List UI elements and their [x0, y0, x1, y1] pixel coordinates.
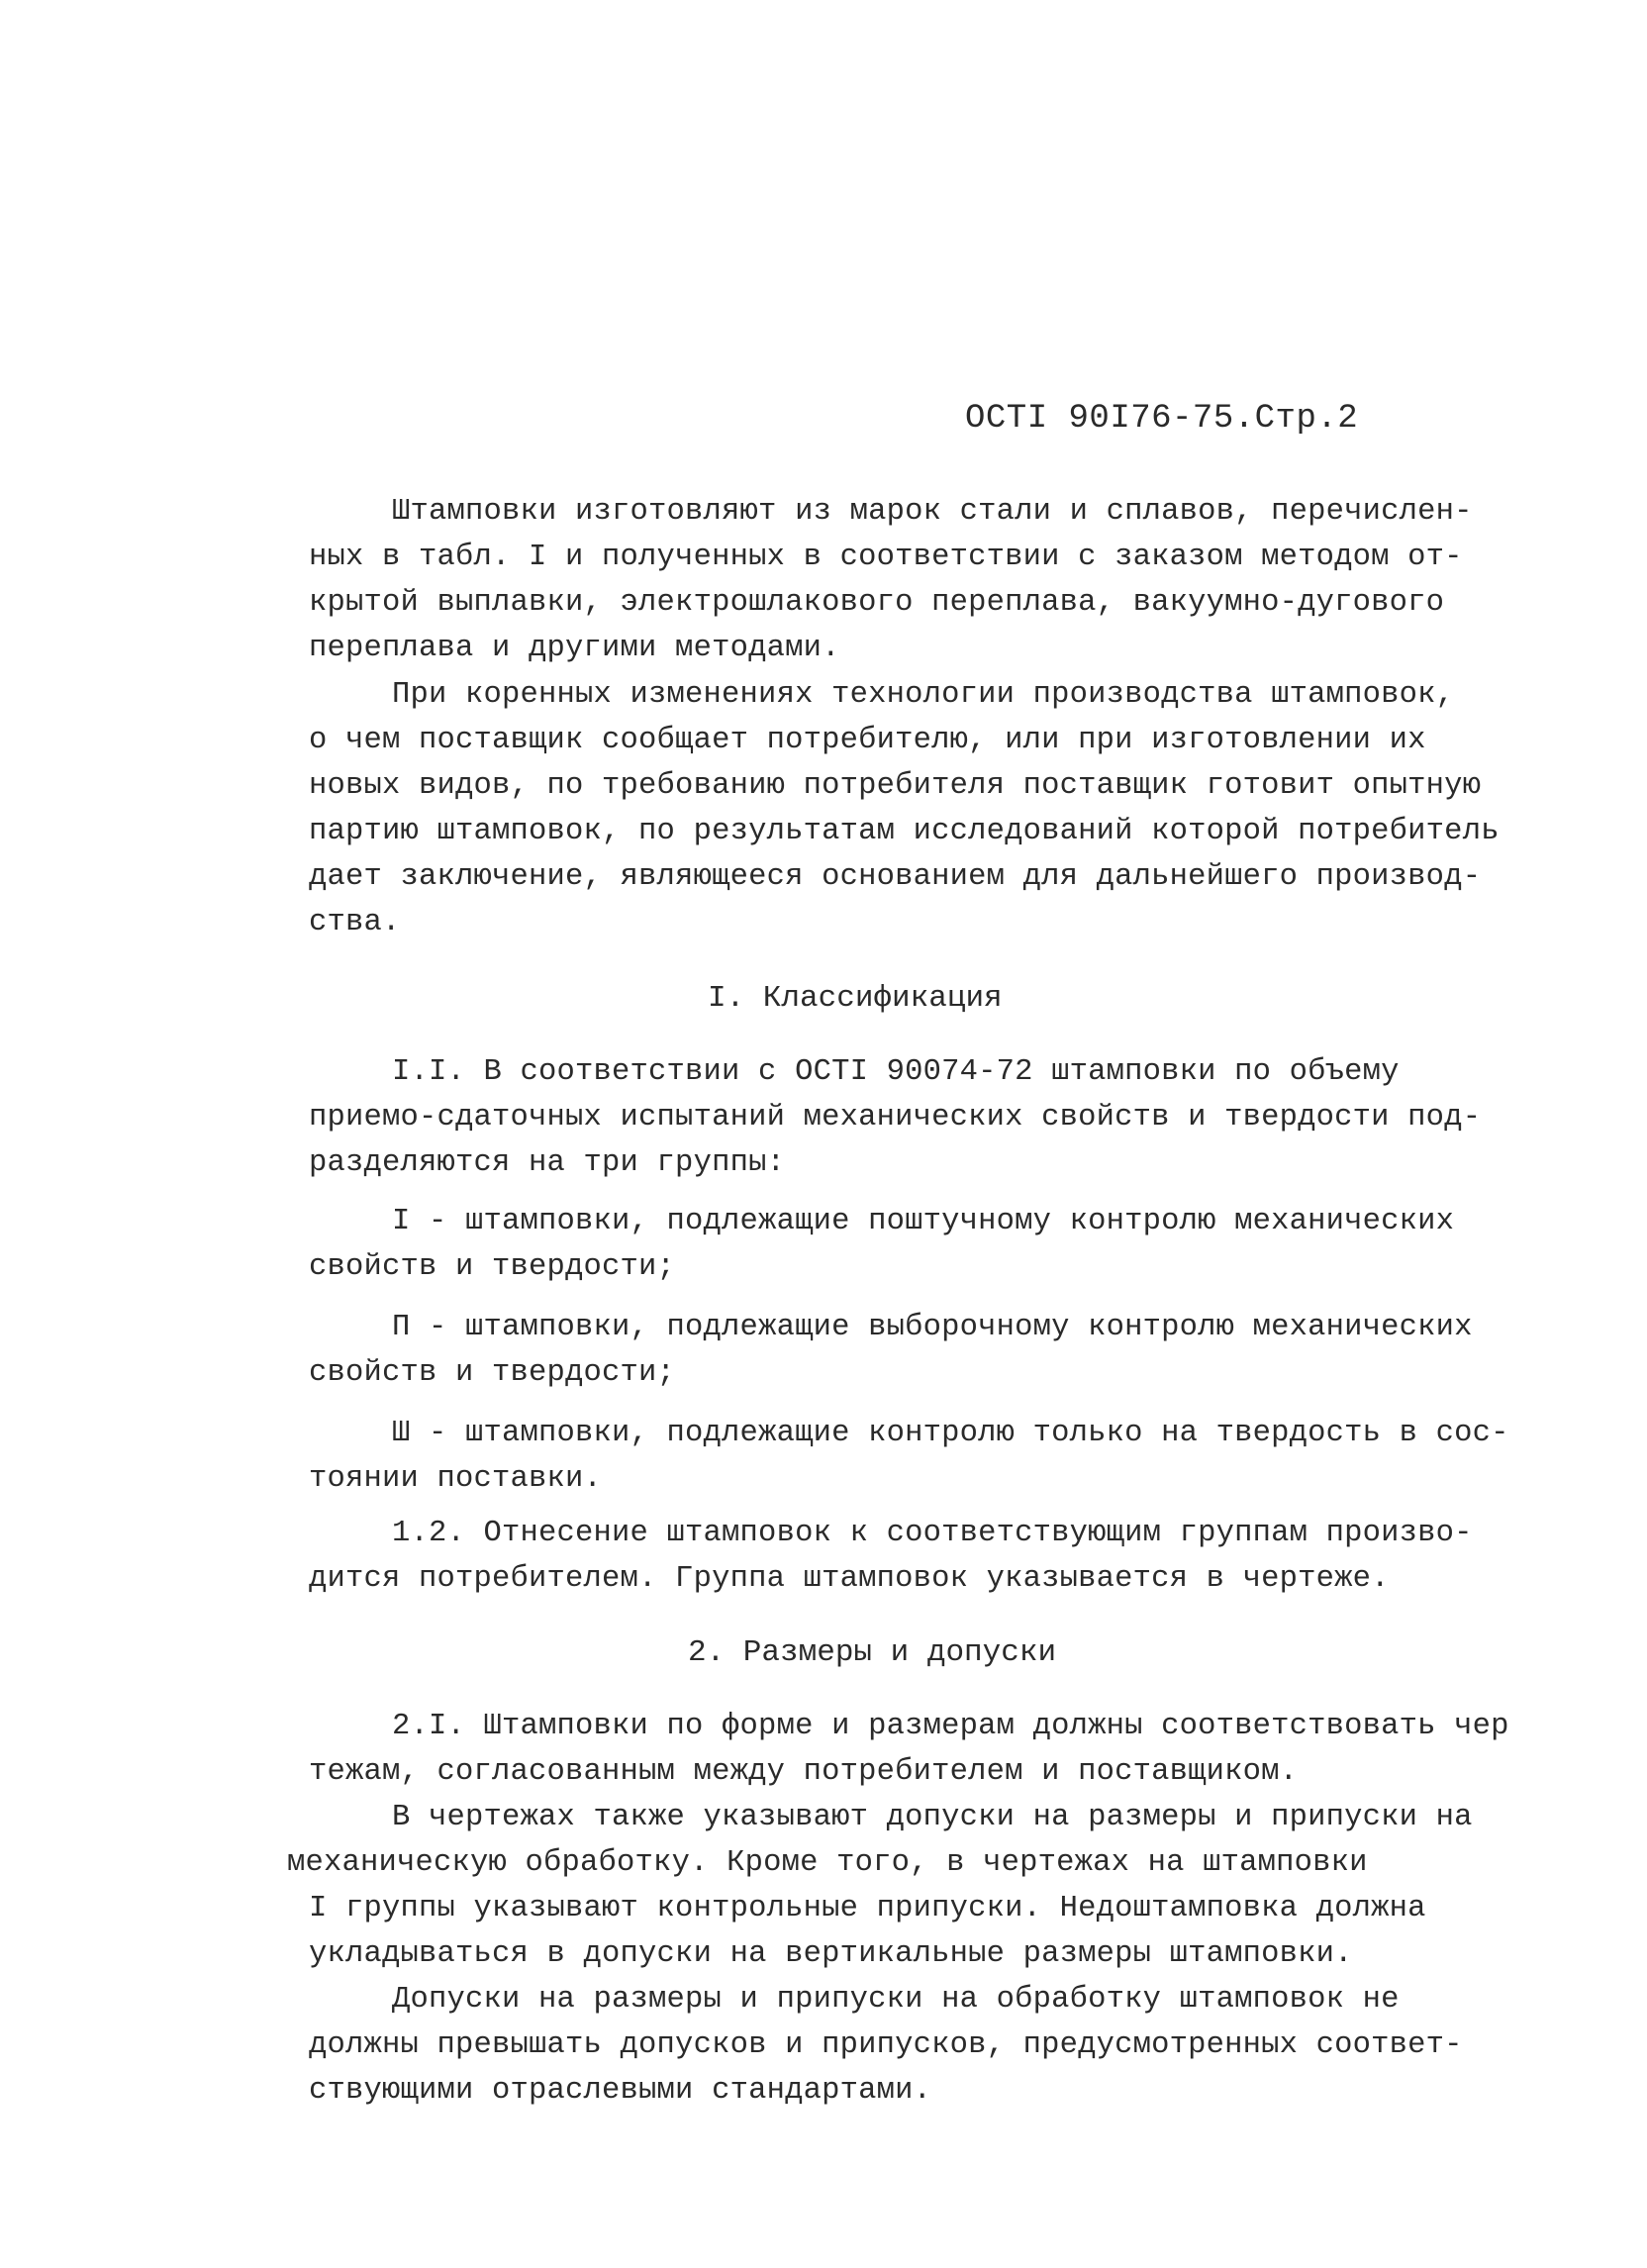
text-line: укладываться в допуски на вертикальные размеры штамповки.: [309, 1937, 1353, 1971]
text-line: крытой выплавки, электрошлакового переплава, вакуумно-дугового: [309, 586, 1445, 620]
text-line: свойств и твердости;: [309, 1356, 676, 1390]
text-line: партию штамповок, по результатам исследований которой потребитель: [309, 815, 1500, 848]
text-line: I группы указывают контрольные припуски. Недоштамповка должна: [309, 1892, 1426, 1925]
section-1-title: I. Классификация: [708, 981, 1003, 1016]
text-line: Штамповки изготовляют из марок стали и сплавов, перечислен-: [392, 495, 1473, 529]
text-line: П - штамповки, подлежащие выборочному контролю механических: [392, 1311, 1473, 1344]
text-line: переплава и другими методами.: [309, 632, 840, 665]
text-line: ных в табл. I и полученных в соответствии с заказом методом от-: [309, 541, 1463, 574]
text-line: I - штамповки, подлежащие поштучному контролю механических: [392, 1205, 1455, 1238]
text-line: тежам, согласованным между потребителем и поставщиком.: [309, 1755, 1299, 1789]
text-line: 2.I. Штамповки по форме и размерам должны соответствовать чер: [392, 1710, 1509, 1743]
text-line: дится потребителем. Группа штамповок указывается в чертеже.: [309, 1562, 1390, 1596]
text-line: Ш - штамповки, подлежащие контролю только на твердость в сос-: [392, 1417, 1509, 1450]
text-line: о чем поставщик сообщает потребителю, или при изготовлении их: [309, 724, 1426, 757]
text-line: ствующими отраслевыми стандартами.: [309, 2074, 932, 2108]
text-line: ства.: [309, 906, 401, 939]
text-line: тоянии поставки.: [309, 1462, 603, 1496]
text-line: I.I. В соответствии с ОСТI 90074-72 штамповки по объему: [392, 1055, 1400, 1089]
text-line: новых видов, по требованию потребителя поставщик готовит опытную: [309, 769, 1482, 803]
text-line: механическую обработку. Кроме того, в чертежах на штамповки: [287, 1846, 1368, 1880]
text-line: разделяются на три группы:: [309, 1146, 786, 1180]
text-line: В чертежах также указывают допуски на размеры и припуски на: [392, 1801, 1473, 1834]
text-line: 1.2. Отнесение штамповок к соответствующим группам произво-: [392, 1517, 1473, 1550]
text-line: свойств и твердости;: [309, 1250, 676, 1284]
section-2-title: 2. Размеры и допуски: [688, 1635, 1057, 1670]
text-line: приемо-сдаточных испытаний механических свойств и твердости под-: [309, 1101, 1482, 1134]
text-line: дает заключение, являющееся основанием для дальнейшего производ-: [309, 860, 1482, 894]
page-header-designation: ОСТI 90I76-75.Стр.2: [965, 400, 1359, 438]
text-line: Допуски на размеры и припуски на обработку штамповок не: [392, 1983, 1400, 2017]
text-line: должны превышать допусков и припусков, предусмотренных соответ-: [309, 2028, 1463, 2062]
text-line: При коренных изменениях технологии производства штамповок,: [392, 678, 1455, 712]
